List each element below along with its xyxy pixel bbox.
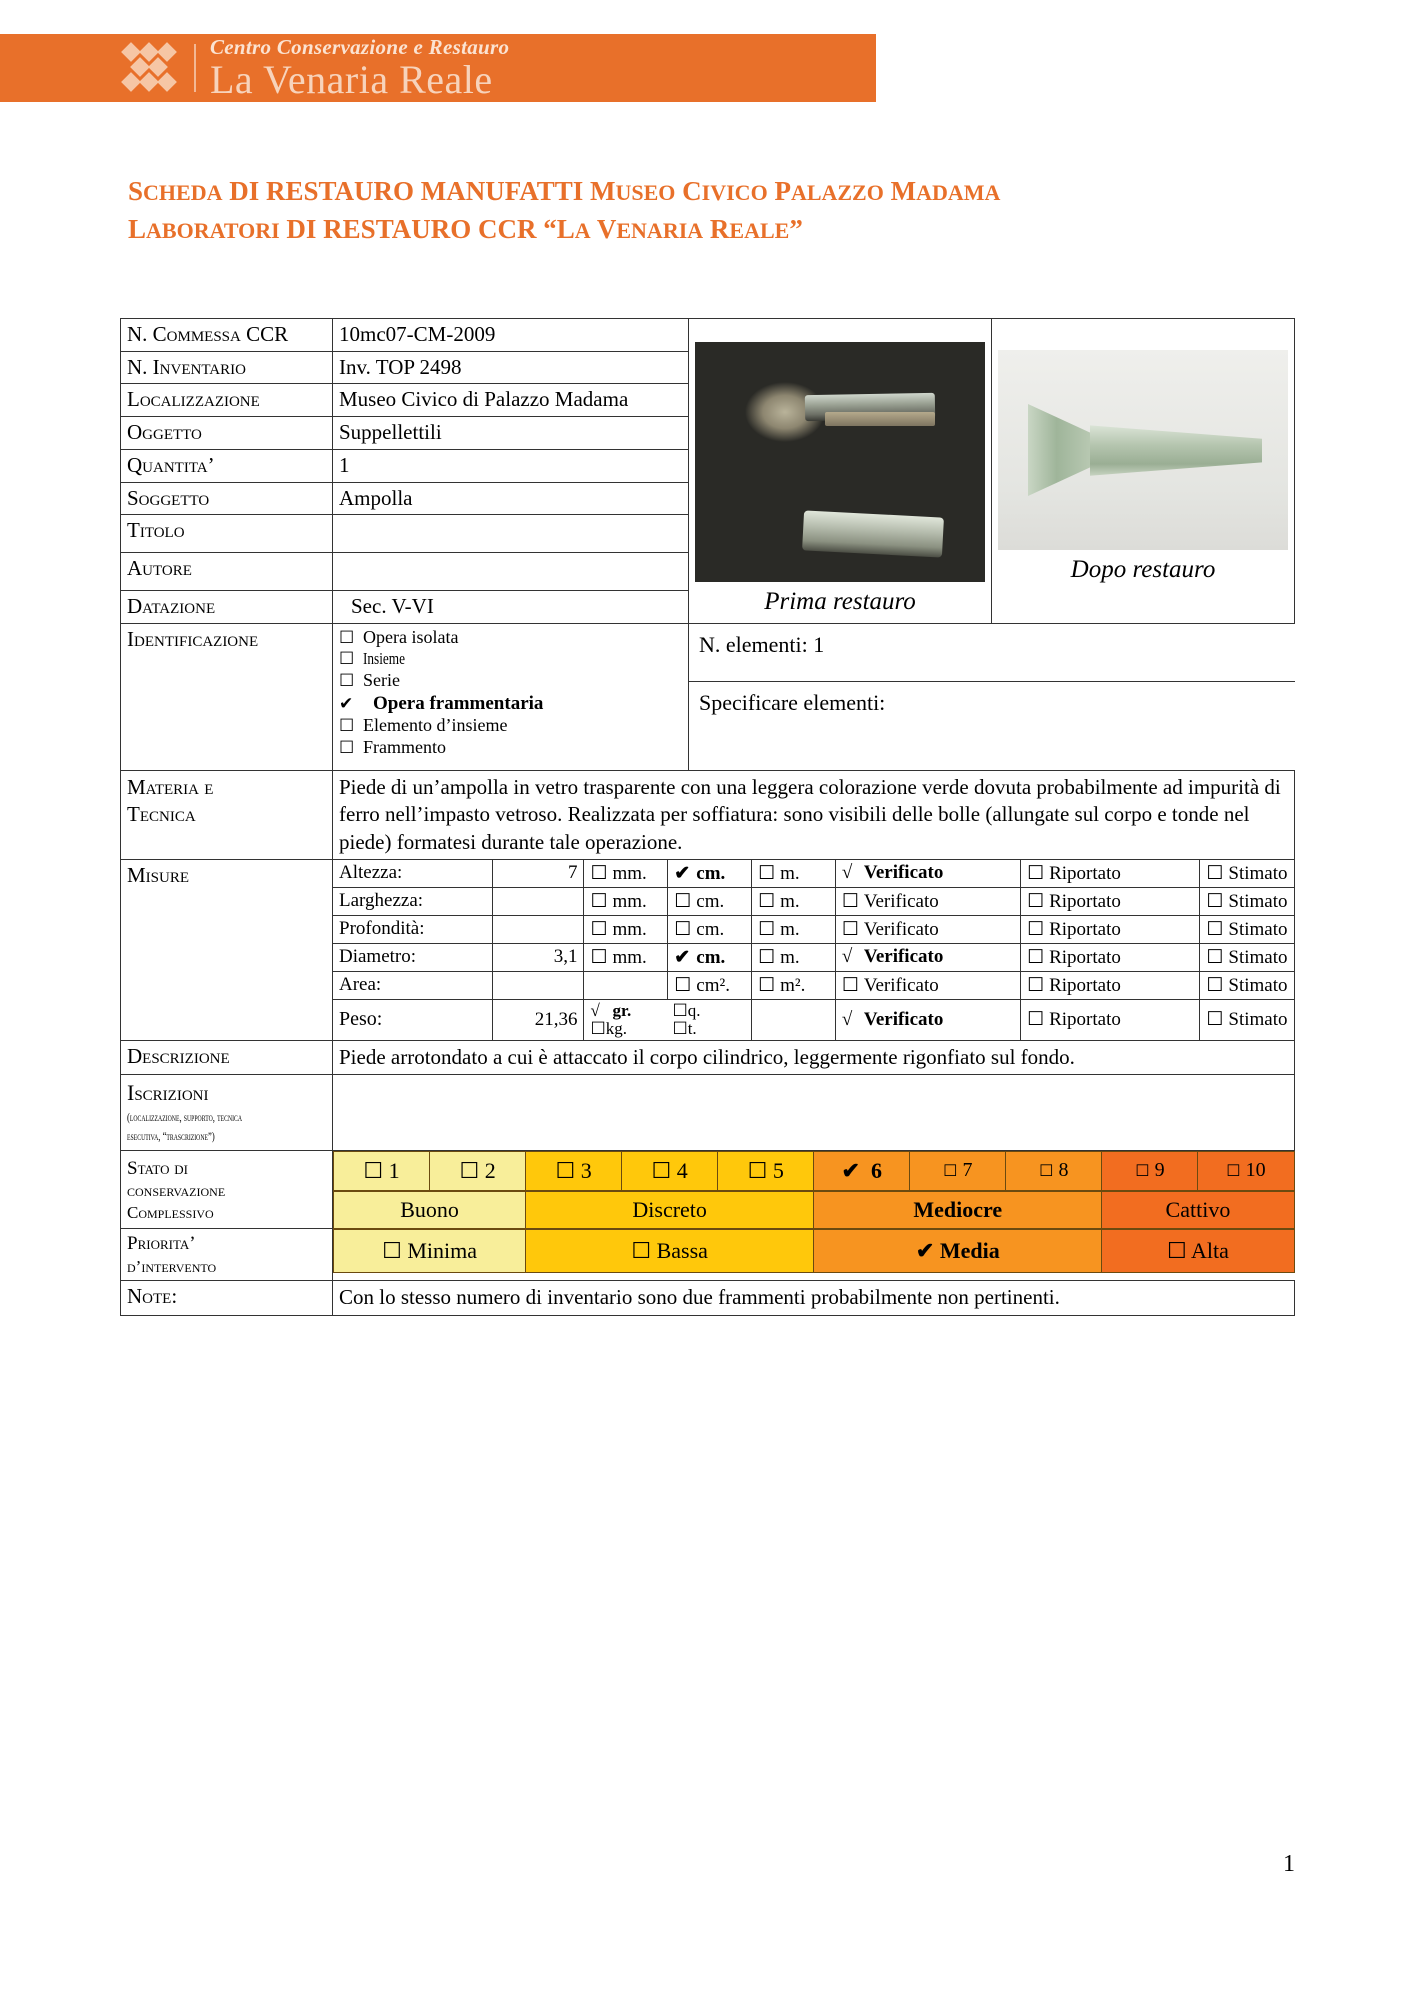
checkmark-thin-icon: √ bbox=[841, 1008, 853, 1030]
checkbox-empty-icon: ☐ bbox=[1027, 918, 1045, 940]
misure-unit-blank bbox=[584, 971, 668, 999]
stato-grade-discreto: Discreto bbox=[526, 1191, 814, 1228]
section-label-materia: Materia e Tecnica bbox=[121, 771, 333, 860]
stato-scale-3[interactable]: ☐ 3 bbox=[526, 1151, 622, 1190]
iscrizioni-sublabel-1: (localizzazione, supporto, tecnica bbox=[127, 1109, 243, 1124]
checkmark-icon: ✔ bbox=[674, 946, 691, 968]
field-value-autore bbox=[333, 553, 689, 591]
checkbox-empty-icon: ☐ bbox=[590, 946, 608, 968]
descrizione-text: Piede arrotondato a cui è attaccato il corpo cilindrico, leggermente rigonfiato sul fondo. bbox=[333, 1040, 1295, 1074]
misure-unit-mm[interactable]: ☐ mm. bbox=[584, 887, 668, 915]
misure-unit-m[interactable]: ☐ m. bbox=[752, 915, 836, 943]
checkbox-empty-icon: ☐ bbox=[590, 918, 608, 940]
banner-subtitle: Centro Conservazione e Restauro bbox=[210, 34, 510, 59]
misure-unit-peso-group bbox=[584, 999, 752, 1039]
stato-scale-cell bbox=[333, 1150, 1295, 1229]
checkbox-empty-icon: ☐ bbox=[758, 946, 776, 968]
checkbox-empty-icon: ☐ bbox=[747, 1157, 768, 1183]
identificazione-option-selected[interactable] bbox=[339, 692, 682, 715]
misure-verificato-selected[interactable]: √ Verificato bbox=[835, 860, 1020, 888]
checkbox-empty-icon: ☐ bbox=[631, 1237, 652, 1263]
identificazione-option-label: Frammento bbox=[363, 736, 446, 757]
checkbox-empty-icon: ☐ bbox=[1027, 862, 1045, 884]
checkbox-empty-icon: ☐ bbox=[1039, 1163, 1054, 1181]
misure-stimato[interactable]: ☐ Stimato bbox=[1200, 999, 1294, 1039]
field-value-datazione: Sec. V-VI bbox=[333, 591, 689, 624]
field-label-soggetto: Soggetto bbox=[121, 482, 333, 515]
checkbox-empty-icon: ☐ bbox=[943, 1163, 958, 1181]
field-value-inventario: Inv. TOP 2498 bbox=[333, 351, 689, 384]
misure-name: Altezza: bbox=[333, 860, 492, 888]
misure-name: Larghezza: bbox=[333, 887, 492, 915]
identificazione-option-label: Elemento d’insieme bbox=[363, 714, 508, 735]
misure-name: Area: bbox=[333, 971, 492, 999]
stato-scale-numbers bbox=[333, 1151, 1295, 1191]
checkbox-empty-icon: ☐ bbox=[841, 890, 859, 912]
misure-unit-q[interactable]: ☐q. bbox=[672, 1000, 701, 1020]
checkbox-empty-icon: ☐ bbox=[1027, 890, 1045, 912]
checkbox-empty-icon: ☐ bbox=[382, 1237, 402, 1263]
table-row bbox=[121, 319, 1295, 352]
identificazione-option-label: Opera isolata bbox=[363, 627, 459, 647]
misure-subtable-cell bbox=[333, 859, 1295, 1040]
field-value-quantita: 1 bbox=[333, 449, 689, 482]
misure-stimato[interactable]: ☐ Stimato bbox=[1200, 943, 1294, 971]
brand-banner bbox=[0, 34, 876, 102]
materia-tecnica-text: Piede di un’ampolla in vetro trasparente con una leggera colorazione verde dovuta probabilmente ad impurità di ferro nell’impasto vetroso. Realizzata per soffiatura: sono visibili delle bolle (allungate sul corpo e tonde nel piede) formatesi durante tale operazione. bbox=[333, 771, 1295, 860]
identificazione-option[interactable] bbox=[339, 649, 682, 670]
field-value-localizzazione: Museo Civico di Palazzo Madama bbox=[333, 384, 689, 417]
misure-row-peso bbox=[333, 999, 1294, 1039]
stato-scale-6-selected[interactable]: ✔ 6 bbox=[814, 1151, 910, 1190]
misure-stimato[interactable]: ☐ Stimato bbox=[1200, 915, 1294, 943]
checkbox-empty-icon: ☐ bbox=[651, 1157, 672, 1183]
misure-row-profondita bbox=[333, 915, 1294, 943]
misure-unit-mm[interactable]: ☐ mm. bbox=[584, 860, 668, 888]
checkmark-thin-icon: √ bbox=[841, 862, 853, 884]
table-row-materia bbox=[121, 771, 1295, 860]
section-label-stato bbox=[121, 1150, 333, 1229]
specificare-elementi-text: Specificare elementi: bbox=[699, 690, 886, 715]
checkbox-empty-icon: ☐ bbox=[1027, 974, 1045, 996]
photo-after-caption: Dopo restauro bbox=[1070, 556, 1216, 583]
identificazione-option[interactable] bbox=[339, 715, 682, 737]
checkbox-empty-icon: ☐ bbox=[339, 715, 355, 735]
section-label-note: Note: bbox=[121, 1281, 333, 1315]
checkmark-icon: ✔ bbox=[339, 693, 354, 713]
field-label-inventario: N. Inventario bbox=[121, 351, 333, 384]
checkbox-empty-icon: ☐ bbox=[758, 862, 776, 884]
priorita-media-selected[interactable]: ✔ Media bbox=[814, 1229, 1102, 1272]
misure-name: Profondità: bbox=[333, 915, 492, 943]
checkbox-empty-icon: ☐ bbox=[1206, 890, 1224, 912]
misure-stimato[interactable]: ☐ Stimato bbox=[1200, 887, 1294, 915]
checkbox-empty-icon: ☐ bbox=[1206, 862, 1224, 884]
checkmark-icon: ✔ bbox=[915, 1237, 935, 1263]
misure-value bbox=[492, 915, 584, 943]
misure-unit-spacer bbox=[752, 999, 836, 1039]
misure-value bbox=[492, 887, 584, 915]
logo-diamonds-icon bbox=[122, 43, 184, 93]
table-row-descrizione bbox=[121, 1040, 1295, 1074]
misure-riportato[interactable]: ☐ Riportato bbox=[1021, 999, 1200, 1039]
checkbox-empty-icon: ☐ bbox=[339, 628, 355, 647]
stato-grade-cattivo: Cattivo bbox=[1102, 1191, 1294, 1228]
iscrizioni-value bbox=[333, 1074, 1295, 1150]
priorita-levels bbox=[333, 1229, 1295, 1273]
checkbox-empty-icon: ☐ bbox=[1027, 1009, 1045, 1031]
stato-scale-10[interactable]: ☐ 10 bbox=[1198, 1151, 1294, 1190]
misure-unit-gr-selected[interactable]: √ gr. bbox=[590, 1000, 632, 1020]
checkbox-empty-icon: ☐ bbox=[590, 862, 608, 884]
checkbox-empty-icon: ☐ bbox=[841, 918, 859, 940]
checkbox-empty-icon: ☐ bbox=[1166, 1237, 1187, 1263]
checkbox-empty-icon: ☐ bbox=[672, 1000, 688, 1020]
misure-riportato[interactable]: ☐ Riportato bbox=[1021, 887, 1200, 915]
misure-stimato[interactable]: ☐ Stimato bbox=[1200, 860, 1294, 888]
checkmark-thin-icon: √ bbox=[590, 1000, 600, 1020]
checkbox-empty-icon: ☐ bbox=[339, 737, 355, 757]
checkbox-empty-icon: ☐ bbox=[1206, 1009, 1224, 1031]
field-value-commessa: 10mc07-CM-2009 bbox=[333, 319, 689, 352]
misure-unit-m2[interactable]: ☐ m². bbox=[752, 971, 836, 999]
checkbox-empty-icon: ☐ bbox=[555, 1157, 576, 1183]
n-elementi-text: N. elementi: 1 bbox=[689, 624, 1295, 682]
misure-riportato[interactable]: ☐ Riportato bbox=[1021, 860, 1200, 888]
photo-after-cell bbox=[992, 319, 1295, 624]
restoration-sheet-table bbox=[120, 318, 1295, 1316]
photo-before-cell bbox=[689, 319, 992, 624]
field-value-titolo bbox=[333, 515, 689, 553]
checkbox-empty-icon: ☐ bbox=[590, 1018, 606, 1038]
stato-label-2: conservazione bbox=[127, 1181, 226, 1201]
checkbox-empty-icon: ☐ bbox=[674, 890, 692, 912]
priorita-alta[interactable]: ☐ Alta bbox=[1102, 1229, 1294, 1272]
section-label-iscrizioni bbox=[121, 1074, 333, 1150]
misure-row-diametro bbox=[333, 943, 1294, 971]
misure-unit-cm[interactable]: ☐ cm. bbox=[668, 887, 752, 915]
checkbox-empty-icon: ☐ bbox=[758, 918, 776, 940]
priorita-label-2: d’intervento bbox=[127, 1257, 217, 1277]
checkbox-empty-icon: ☐ bbox=[674, 974, 692, 996]
table-row-note bbox=[121, 1281, 1295, 1315]
iscrizioni-sublabel-2: esecutiva, “trascrizione”) bbox=[127, 1129, 215, 1144]
misure-unit-kg[interactable]: ☐kg. bbox=[590, 1018, 627, 1038]
misure-unit-cm2[interactable]: ☐ cm². bbox=[668, 971, 752, 999]
checkmark-thin-icon: √ bbox=[841, 946, 853, 968]
identificazione-option[interactable] bbox=[339, 670, 682, 692]
field-label-oggetto: Oggetto bbox=[121, 417, 333, 450]
checkbox-empty-icon: ☐ bbox=[339, 670, 355, 690]
iscrizioni-label-text: Iscrizioni bbox=[127, 1079, 209, 1105]
misure-unit-m[interactable]: ☐ m. bbox=[752, 860, 836, 888]
misure-verificato-selected[interactable]: √ Verificato bbox=[835, 999, 1020, 1039]
misure-verificato[interactable]: ☐ Verificato bbox=[835, 887, 1020, 915]
misure-riportato[interactable]: ☐ Riportato bbox=[1021, 943, 1200, 971]
section-label-identificazione: Identificazione bbox=[121, 624, 333, 771]
stato-grade-buono: Buono bbox=[334, 1191, 526, 1228]
table-row-stato-conservazione bbox=[121, 1150, 1295, 1229]
table-row-priorita bbox=[121, 1229, 1295, 1281]
field-label-quantita: Quantita’ bbox=[121, 449, 333, 482]
identificazione-option-label: Insieme bbox=[363, 648, 405, 668]
page-title-line1: SCHEDA DI RESTAURO MANUFATTI MUSEO CIVICO PALAZZO MADAMA bbox=[128, 176, 1001, 206]
stato-scale-4[interactable]: ☐ 4 bbox=[622, 1151, 718, 1190]
stato-grade-labels bbox=[333, 1191, 1295, 1229]
priorita-cell bbox=[333, 1229, 1295, 1281]
stato-scale-2[interactable]: ☐ 2 bbox=[430, 1151, 526, 1190]
misure-value bbox=[492, 971, 584, 999]
stato-scale-5[interactable]: ☐ 5 bbox=[718, 1151, 814, 1190]
stato-label-1: Stato di bbox=[127, 1157, 188, 1179]
field-label-titolo: Titolo bbox=[121, 515, 333, 553]
misure-name: Diametro: bbox=[333, 943, 492, 971]
misure-unit-mm[interactable]: ☐ mm. bbox=[584, 943, 668, 971]
banner-title: La Venaria Reale bbox=[210, 56, 493, 102]
misure-unit-mm[interactable]: ☐ mm. bbox=[584, 915, 668, 943]
note-text: Con lo stesso numero di inventario sono due frammenti probabilmente non pertinenti. bbox=[333, 1281, 1295, 1315]
misure-value: 3,1 bbox=[492, 943, 584, 971]
field-label-autore: Autore bbox=[121, 553, 333, 591]
identificazione-option[interactable] bbox=[339, 627, 682, 649]
checkbox-empty-icon: ☐ bbox=[1226, 1163, 1241, 1181]
stato-scale-7[interactable]: ☐ 7 bbox=[910, 1151, 1006, 1190]
misure-unit-cm-selected[interactable]: ✔ cm. bbox=[668, 943, 752, 971]
misure-name: Peso: bbox=[333, 999, 492, 1039]
identificazione-option-label: Opera frammentaria bbox=[373, 692, 544, 714]
photo-before-caption: Prima restauro bbox=[764, 588, 916, 615]
misure-unit-cm-selected[interactable]: ✔ cm. bbox=[668, 860, 752, 888]
checkbox-empty-icon: ☐ bbox=[1135, 1163, 1150, 1181]
identificazione-elements-cell bbox=[689, 624, 1295, 771]
misure-unit-m[interactable]: ☐ m. bbox=[752, 943, 836, 971]
priorita-minima[interactable]: ☐ Minima bbox=[334, 1229, 526, 1272]
stato-grade-mediocre: Mediocre bbox=[814, 1191, 1102, 1228]
misure-row-larghezza bbox=[333, 887, 1294, 915]
misure-verificato[interactable]: ☐ Verificato bbox=[835, 915, 1020, 943]
checkbox-empty-icon: ☐ bbox=[758, 974, 776, 996]
checkbox-empty-icon: ☐ bbox=[1206, 918, 1224, 940]
field-label-commessa: N. Commessa CCR bbox=[121, 319, 333, 352]
photo-before-restoration bbox=[695, 342, 985, 582]
identificazione-option[interactable] bbox=[339, 737, 682, 759]
section-label-misure: Misure bbox=[121, 859, 333, 1040]
stato-scale-1[interactable]: ☐ 1 bbox=[334, 1151, 430, 1190]
section-label-priorita bbox=[121, 1229, 333, 1281]
misure-table bbox=[333, 860, 1295, 1040]
misure-value: 21,36 bbox=[492, 999, 584, 1039]
misure-verificato-selected[interactable]: √ Verificato bbox=[835, 943, 1020, 971]
checkbox-empty-icon: ☐ bbox=[1206, 946, 1224, 968]
checkbox-empty-icon: ☐ bbox=[758, 890, 776, 912]
checkbox-empty-icon: ☐ bbox=[672, 1018, 688, 1038]
checkbox-empty-icon: ☐ bbox=[339, 648, 355, 668]
page-number: 1 bbox=[1283, 1851, 1295, 1877]
banner-divider bbox=[194, 44, 196, 92]
misure-row-altezza bbox=[333, 860, 1294, 888]
table-row-misure bbox=[121, 859, 1295, 1040]
page-title bbox=[128, 172, 1308, 249]
checkbox-empty-icon: ☐ bbox=[1206, 974, 1224, 996]
page-title-line2: LABORATORI DI RESTAURO CCR “LA VENARIA REALE” bbox=[128, 214, 803, 245]
misure-row-area bbox=[333, 971, 1294, 999]
field-value-soggetto: Ampolla bbox=[333, 482, 689, 515]
misure-riportato[interactable]: ☐ Riportato bbox=[1021, 971, 1200, 999]
identificazione-option-label: Serie bbox=[363, 669, 400, 690]
misure-unit-cm[interactable]: ☐ cm. bbox=[668, 915, 752, 943]
field-label-datazione: Datazione bbox=[121, 591, 333, 624]
priorita-bassa[interactable]: ☐ Bassa bbox=[526, 1229, 814, 1272]
identificazione-options bbox=[333, 624, 689, 771]
stato-scale-8[interactable]: ☐ 8 bbox=[1006, 1151, 1102, 1190]
misure-unit-t[interactable]: ☐t. bbox=[672, 1018, 697, 1038]
misure-unit-m[interactable]: ☐ m. bbox=[752, 887, 836, 915]
checkmark-icon: ✔ bbox=[674, 862, 691, 884]
checkbox-empty-icon: ☐ bbox=[841, 974, 859, 996]
misure-verificato[interactable]: ☐ Verificato bbox=[835, 971, 1020, 999]
misure-value: 7 bbox=[492, 860, 584, 888]
checkmark-icon: ✔ bbox=[841, 1157, 860, 1183]
misure-riportato[interactable]: ☐ Riportato bbox=[1021, 915, 1200, 943]
section-label-descrizione: Descrizione bbox=[121, 1040, 333, 1074]
photo-after-restoration bbox=[998, 350, 1288, 550]
checkbox-empty-icon: ☐ bbox=[459, 1157, 480, 1183]
field-label-localizzazione: Localizzazione bbox=[121, 384, 333, 417]
field-value-oggetto: Suppellettili bbox=[333, 417, 689, 450]
priorita-label-1: Priorita’ bbox=[127, 1233, 196, 1255]
checkbox-empty-icon: ☐ bbox=[1027, 946, 1045, 968]
stato-scale-9[interactable]: ☐ 9 bbox=[1102, 1151, 1198, 1190]
checkbox-empty-icon: ☐ bbox=[590, 890, 608, 912]
table-row-identificazione bbox=[121, 624, 1295, 771]
checkbox-empty-icon: ☐ bbox=[674, 918, 692, 940]
table-row-iscrizioni bbox=[121, 1074, 1295, 1150]
checkbox-empty-icon: ☐ bbox=[363, 1157, 384, 1183]
misure-stimato[interactable]: ☐ Stimato bbox=[1200, 971, 1294, 999]
stato-label-3: Complessivo bbox=[127, 1202, 214, 1222]
